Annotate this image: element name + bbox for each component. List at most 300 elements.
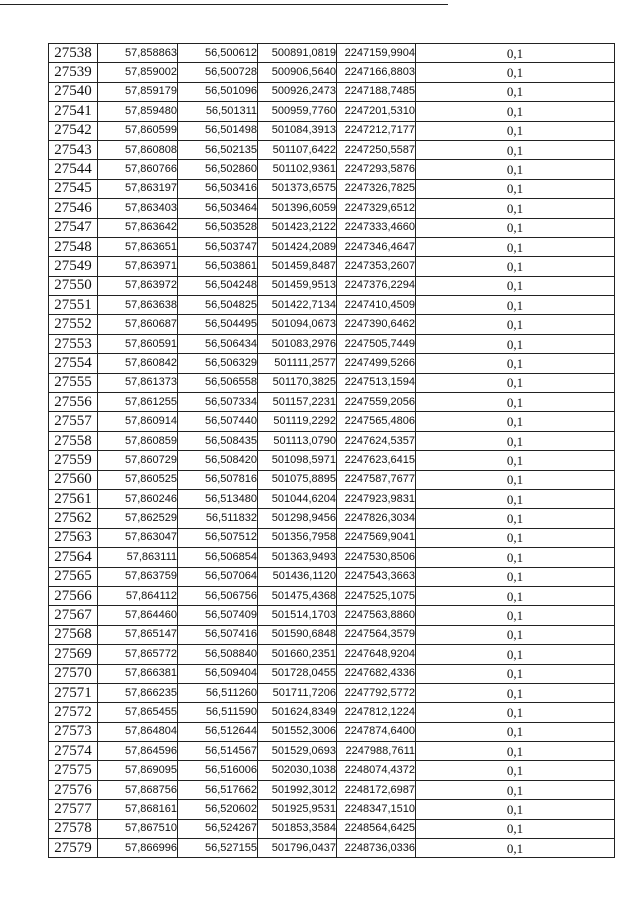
point-number-cell-text: 27567: [54, 607, 92, 624]
longitude-cell: [178, 160, 258, 179]
x-coordinate-cell-text: 501075,8895: [271, 473, 336, 486]
latitude-cell: [98, 742, 178, 761]
latitude-cell-text: 57,868756: [125, 783, 177, 796]
point-number-cell: [49, 315, 98, 334]
table-row: [49, 63, 615, 82]
accuracy-cell: [416, 780, 615, 799]
latitude-cell: [98, 606, 178, 625]
latitude-cell-text: 57,869095: [125, 764, 177, 777]
point-number-cell: [49, 393, 98, 412]
latitude-cell-text: 57,862529: [125, 512, 177, 525]
point-number-cell-text: 27560: [54, 471, 92, 488]
latitude-cell-text: 57,858863: [125, 46, 177, 59]
latitude-cell: [98, 237, 178, 256]
accuracy-cell-text: 0,1: [506, 530, 524, 546]
x-coordinate-cell-text: 501084,3913: [271, 124, 336, 137]
y-coordinate-cell-text: 2247166,8803: [344, 66, 415, 79]
x-coordinate-cell: [258, 160, 337, 179]
y-coordinate-cell-text: 2247559,2056: [344, 395, 415, 408]
y-coordinate-cell: [337, 645, 416, 664]
accuracy-cell: [416, 470, 615, 489]
longitude-cell: [178, 800, 258, 819]
accuracy-cell-text: 0,1: [506, 65, 524, 81]
latitude-cell-text: 57,863972: [125, 279, 177, 292]
point-number-cell: [49, 567, 98, 586]
x-coordinate-cell: [258, 296, 337, 315]
accuracy-cell: [416, 509, 615, 528]
latitude-cell-text: 57,860842: [125, 356, 177, 369]
point-number-cell-text: 27539: [54, 64, 92, 81]
longitude-cell: [178, 761, 258, 780]
accuracy-cell: [416, 393, 615, 412]
x-coordinate-cell: [258, 528, 337, 547]
y-coordinate-cell: [337, 44, 416, 63]
y-coordinate-cell-text: 2247159,9904: [344, 46, 415, 59]
table-row: [49, 800, 615, 819]
table-row: [49, 839, 615, 858]
y-coordinate-cell: [337, 334, 416, 353]
y-coordinate-cell: [337, 800, 416, 819]
y-coordinate-cell-text: 2247543,3663: [344, 570, 415, 583]
accuracy-cell-text: 0,1: [506, 569, 524, 585]
table-row: [49, 586, 615, 605]
y-coordinate-cell-text: 2248172,6987: [344, 783, 415, 796]
x-coordinate-cell-text: 501728,0455: [271, 667, 336, 680]
point-number-cell-text: 27573: [54, 723, 92, 740]
y-coordinate-cell: [337, 237, 416, 256]
y-coordinate-cell: [337, 528, 416, 547]
y-coordinate-cell: [337, 683, 416, 702]
point-number-cell: [49, 722, 98, 741]
y-coordinate-cell-text: 2247648,9204: [344, 647, 415, 660]
table-row: [49, 722, 615, 741]
accuracy-cell-text: 0,1: [506, 704, 524, 720]
y-coordinate-cell-text: 2247587,7677: [344, 473, 415, 486]
table-row: [49, 140, 615, 159]
point-number-cell-text: 27545: [54, 180, 92, 197]
latitude-cell: [98, 645, 178, 664]
latitude-cell: [98, 63, 178, 82]
point-number-cell-text: 27550: [54, 277, 92, 294]
x-coordinate-cell-text: 501107,6422: [272, 143, 336, 156]
y-coordinate-cell-text: 2247188,7485: [344, 85, 415, 98]
x-coordinate-cell-text: 501098,5971: [271, 453, 336, 466]
longitude-cell-text: 56,517662: [205, 783, 257, 796]
point-number-cell-text: 27558: [54, 432, 92, 449]
longitude-cell-text: 56,500728: [205, 66, 257, 79]
latitude-cell-text: 57,863759: [125, 570, 177, 583]
x-coordinate-cell-text: 501475,4368: [271, 589, 336, 602]
accuracy-cell: [416, 800, 615, 819]
latitude-cell-text: 57,864804: [125, 725, 177, 738]
table-row: [49, 412, 615, 431]
accuracy-cell-text: 0,1: [506, 801, 524, 817]
point-number-cell: [49, 451, 98, 470]
longitude-cell: [178, 567, 258, 586]
latitude-cell: [98, 354, 178, 373]
x-coordinate-cell-text: 501711,7206: [272, 686, 336, 699]
y-coordinate-cell: [337, 470, 416, 489]
point-number-cell-text: 27540: [54, 83, 92, 100]
latitude-cell-text: 57,860599: [125, 124, 177, 137]
x-coordinate-cell-text: 502030,1038: [271, 764, 336, 777]
x-coordinate-cell: [258, 63, 337, 82]
point-number-cell-text: 27559: [54, 451, 92, 468]
y-coordinate-cell: [337, 509, 416, 528]
x-coordinate-cell: [258, 606, 337, 625]
accuracy-cell: [416, 451, 615, 470]
point-number-cell-text: 27541: [54, 102, 92, 119]
accuracy-cell-text: 0,1: [506, 782, 524, 798]
point-number-cell-text: 27579: [54, 839, 92, 856]
x-coordinate-cell-text: 501044,6204: [271, 492, 336, 505]
x-coordinate-cell: [258, 470, 337, 489]
longitude-cell-text: 56,503416: [205, 182, 257, 195]
x-coordinate-cell: [258, 800, 337, 819]
x-coordinate-cell-text: 501459,8487: [271, 259, 336, 272]
y-coordinate-cell: [337, 373, 416, 392]
point-number-cell-text: 27576: [54, 781, 92, 798]
accuracy-cell-text: 0,1: [506, 743, 524, 759]
latitude-cell: [98, 509, 178, 528]
table-row: [49, 742, 615, 761]
longitude-cell: [178, 82, 258, 101]
longitude-cell: [178, 819, 258, 838]
table-row: [49, 645, 615, 664]
table-row: [49, 761, 615, 780]
table-row: [49, 276, 615, 295]
y-coordinate-cell-text: 2247682,4336: [344, 667, 415, 680]
y-coordinate-cell-text: 2247923,9831: [344, 492, 415, 505]
point-number-cell: [49, 140, 98, 159]
x-coordinate-cell: [258, 237, 337, 256]
table-row: [49, 451, 615, 470]
longitude-cell-text: 56,507416: [205, 628, 257, 641]
point-number-cell: [49, 780, 98, 799]
y-coordinate-cell-text: 2247499,5266: [344, 356, 415, 369]
longitude-cell-text: 56,502135: [205, 143, 257, 156]
y-coordinate-cell: [337, 567, 416, 586]
point-number-cell: [49, 44, 98, 63]
longitude-cell-text: 56,503528: [205, 221, 257, 234]
point-number-cell-text: 27562: [54, 510, 92, 527]
latitude-cell: [98, 393, 178, 412]
longitude-cell: [178, 237, 258, 256]
y-coordinate-cell: [337, 179, 416, 198]
point-number-cell: [49, 625, 98, 644]
longitude-cell-text: 56,511260: [205, 686, 257, 699]
longitude-cell: [178, 140, 258, 159]
accuracy-cell: [416, 44, 615, 63]
y-coordinate-cell-text: 2247250,5587: [344, 143, 415, 156]
point-number-cell-text: 27542: [54, 122, 92, 139]
longitude-cell: [178, 683, 258, 702]
x-coordinate-cell: [258, 393, 337, 412]
longitude-cell-text: 56,511590: [205, 705, 257, 718]
accuracy-cell: [416, 703, 615, 722]
x-coordinate-cell-text: 501396,6059: [271, 201, 336, 214]
x-coordinate-cell-text: 501422,7134: [271, 298, 336, 311]
longitude-cell: [178, 431, 258, 450]
y-coordinate-cell-text: 2247874,6400: [344, 725, 415, 738]
x-coordinate-cell: [258, 780, 337, 799]
latitude-cell-text: 57,859002: [125, 66, 177, 79]
y-coordinate-cell-text: 2247530,8506: [344, 550, 415, 563]
accuracy-cell: [416, 625, 615, 644]
table-row: [49, 470, 615, 489]
latitude-cell: [98, 373, 178, 392]
x-coordinate-cell: [258, 199, 337, 218]
latitude-cell-text: 57,864596: [125, 744, 177, 757]
longitude-cell-text: 56,511832: [205, 512, 257, 525]
x-coordinate-cell: [258, 276, 337, 295]
latitude-cell-text: 57,864112: [125, 589, 177, 602]
accuracy-cell-text: 0,1: [506, 763, 524, 779]
longitude-cell: [178, 373, 258, 392]
longitude-cell-text: 56,506756: [205, 589, 257, 602]
accuracy-cell: [416, 140, 615, 159]
latitude-cell: [98, 102, 178, 121]
point-number-cell-text: 27564: [54, 548, 92, 565]
point-number-cell: [49, 509, 98, 528]
table-row: [49, 509, 615, 528]
latitude-cell-text: 57,859179: [125, 85, 177, 98]
table-row: [49, 606, 615, 625]
longitude-cell: [178, 625, 258, 644]
longitude-cell: [178, 393, 258, 412]
point-number-cell: [49, 121, 98, 140]
longitude-cell-text: 56,503861: [205, 259, 257, 272]
longitude-cell-text: 56,507816: [205, 473, 257, 486]
latitude-cell-text: 57,863971: [125, 259, 177, 272]
point-number-cell: [49, 179, 98, 198]
x-coordinate-cell-text: 501157,2231: [272, 395, 336, 408]
point-number-cell: [49, 218, 98, 237]
longitude-cell: [178, 102, 258, 121]
latitude-cell-text: 57,866381: [125, 667, 177, 680]
accuracy-cell: [416, 237, 615, 256]
accuracy-cell-text: 0,1: [506, 511, 524, 527]
point-number-cell: [49, 839, 98, 858]
latitude-cell-text: 57,863111: [126, 550, 177, 563]
y-coordinate-cell-text: 2247390,6462: [344, 318, 415, 331]
x-coordinate-cell: [258, 373, 337, 392]
accuracy-cell-text: 0,1: [506, 355, 524, 371]
x-coordinate-cell: [258, 412, 337, 431]
accuracy-cell-text: 0,1: [506, 452, 524, 468]
latitude-cell-text: 57,860687: [125, 318, 177, 331]
point-number-cell: [49, 548, 98, 567]
y-coordinate-cell: [337, 703, 416, 722]
x-coordinate-cell-text: 500891,0819: [271, 46, 336, 59]
accuracy-cell-text: 0,1: [506, 220, 524, 236]
accuracy-cell-text: 0,1: [506, 724, 524, 740]
point-number-cell: [49, 761, 98, 780]
longitude-cell-text: 56,524267: [205, 822, 257, 835]
x-coordinate-cell-text: 501459,9513: [271, 279, 336, 292]
accuracy-cell: [416, 121, 615, 140]
accuracy-cell: [416, 63, 615, 82]
point-number-cell: [49, 276, 98, 295]
table-row: [49, 373, 615, 392]
point-number-cell: [49, 489, 98, 508]
latitude-cell-text: 57,860766: [125, 163, 177, 176]
table-row: [49, 354, 615, 373]
y-coordinate-cell: [337, 586, 416, 605]
longitude-cell-text: 56,527155: [205, 841, 257, 854]
y-coordinate-cell: [337, 199, 416, 218]
x-coordinate-cell: [258, 102, 337, 121]
latitude-cell-text: 57,868161: [125, 802, 177, 815]
longitude-cell: [178, 218, 258, 237]
x-coordinate-cell: [258, 683, 337, 702]
y-coordinate-cell: [337, 160, 416, 179]
point-number-cell: [49, 334, 98, 353]
accuracy-cell-text: 0,1: [506, 666, 524, 682]
longitude-cell: [178, 606, 258, 625]
point-number-cell-text: 27566: [54, 587, 92, 604]
latitude-cell-text: 57,860246: [125, 492, 177, 505]
x-coordinate-cell: [258, 509, 337, 528]
point-number-cell-text: 27552: [54, 316, 92, 333]
table-row: [49, 237, 615, 256]
y-coordinate-cell: [337, 780, 416, 799]
accuracy-cell: [416, 82, 615, 101]
longitude-cell: [178, 470, 258, 489]
accuracy-cell: [416, 296, 615, 315]
accuracy-cell-text: 0,1: [506, 588, 524, 604]
point-number-cell: [49, 237, 98, 256]
longitude-cell: [178, 199, 258, 218]
longitude-cell-text: 56,501498: [205, 124, 257, 137]
y-coordinate-cell-text: 2247624,5357: [344, 434, 415, 447]
table-row: [49, 567, 615, 586]
longitude-cell-text: 56,513480: [205, 492, 257, 505]
point-number-cell-text: 27553: [54, 335, 92, 352]
accuracy-cell: [416, 373, 615, 392]
y-coordinate-cell: [337, 839, 416, 858]
longitude-cell: [178, 354, 258, 373]
latitude-cell-text: 57,860591: [125, 337, 177, 350]
latitude-cell: [98, 121, 178, 140]
x-coordinate-cell-text: 501423,2122: [271, 221, 336, 234]
y-coordinate-cell: [337, 412, 416, 431]
y-coordinate-cell-text: 2247623,6415: [344, 453, 415, 466]
latitude-cell-text: 57,864460: [125, 609, 177, 622]
x-coordinate-cell-text: 501113,0790: [273, 434, 336, 447]
accuracy-cell-text: 0,1: [506, 394, 524, 410]
longitude-cell-text: 56,508420: [205, 453, 257, 466]
y-coordinate-cell: [337, 218, 416, 237]
y-coordinate-cell-text: 2247329,6512: [344, 201, 415, 214]
accuracy-cell: [416, 819, 615, 838]
latitude-cell: [98, 489, 178, 508]
x-coordinate-cell: [258, 44, 337, 63]
accuracy-cell-text: 0,1: [506, 45, 524, 61]
accuracy-cell: [416, 334, 615, 353]
y-coordinate-cell: [337, 102, 416, 121]
y-coordinate-cell: [337, 722, 416, 741]
point-number-cell: [49, 412, 98, 431]
x-coordinate-cell-text: 501529,0693: [271, 744, 336, 757]
point-number-cell-text: 27561: [54, 490, 92, 507]
y-coordinate-cell: [337, 82, 416, 101]
accuracy-cell: [416, 489, 615, 508]
accuracy-cell-text: 0,1: [506, 317, 524, 333]
accuracy-cell-text: 0,1: [506, 608, 524, 624]
longitude-cell: [178, 742, 258, 761]
y-coordinate-cell-text: 2247988,7611: [345, 744, 415, 757]
latitude-cell: [98, 199, 178, 218]
x-coordinate-cell-text: 501111,2577: [274, 356, 336, 369]
longitude-cell-text: 56,506434: [205, 337, 257, 350]
point-number-cell-text: 27554: [54, 354, 92, 371]
longitude-cell: [178, 315, 258, 334]
x-coordinate-cell: [258, 121, 337, 140]
accuracy-cell-text: 0,1: [506, 142, 524, 158]
x-coordinate-cell: [258, 140, 337, 159]
latitude-cell-text: 57,866996: [125, 841, 177, 854]
point-number-cell: [49, 82, 98, 101]
latitude-cell-text: 57,859480: [125, 104, 177, 117]
point-number-cell-text: 27563: [54, 529, 92, 546]
latitude-cell: [98, 82, 178, 101]
accuracy-cell: [416, 722, 615, 741]
accuracy-cell: [416, 102, 615, 121]
x-coordinate-cell-text: 501624,8349: [271, 705, 336, 718]
y-coordinate-cell: [337, 257, 416, 276]
latitude-cell: [98, 722, 178, 741]
x-coordinate-cell: [258, 819, 337, 838]
point-number-cell-text: 27548: [54, 238, 92, 255]
table-row: [49, 199, 615, 218]
longitude-cell: [178, 489, 258, 508]
accuracy-cell-text: 0,1: [506, 258, 524, 274]
table-row: [49, 82, 615, 101]
x-coordinate-cell-text: 500926,2473: [271, 85, 336, 98]
y-coordinate-cell-text: 2247326,7825: [344, 182, 415, 195]
y-coordinate-cell-text: 2247569,9041: [344, 531, 415, 544]
latitude-cell: [98, 276, 178, 295]
point-number-cell-text: 27577: [54, 800, 92, 817]
x-coordinate-cell: [258, 257, 337, 276]
x-coordinate-cell-text: 501925,9531: [271, 802, 336, 815]
y-coordinate-cell: [337, 761, 416, 780]
x-coordinate-cell: [258, 82, 337, 101]
table-row: [49, 528, 615, 547]
x-coordinate-cell-text: 501363,9493: [271, 550, 336, 563]
longitude-cell: [178, 296, 258, 315]
y-coordinate-cell-text: 2247792,5772: [344, 686, 415, 699]
x-coordinate-cell-text: 501356,7958: [271, 531, 336, 544]
x-coordinate-cell-text: 501796,0437: [271, 841, 336, 854]
accuracy-cell-text: 0,1: [506, 646, 524, 662]
x-coordinate-cell: [258, 703, 337, 722]
accuracy-cell: [416, 683, 615, 702]
latitude-cell: [98, 800, 178, 819]
y-coordinate-cell-text: 2248347,1510: [344, 802, 415, 815]
accuracy-cell-text: 0,1: [506, 278, 524, 294]
longitude-cell-text: 56,507064: [205, 570, 257, 583]
accuracy-cell: [416, 199, 615, 218]
point-number-cell: [49, 703, 98, 722]
y-coordinate-cell-text: 2248074,4372: [344, 764, 415, 777]
x-coordinate-cell-text: 501102,9361: [272, 163, 336, 176]
longitude-cell-text: 56,508435: [205, 434, 257, 447]
accuracy-cell: [416, 528, 615, 547]
y-coordinate-cell-text: 2247410,4509: [344, 298, 415, 311]
longitude-cell-text: 56,501311: [205, 104, 257, 117]
